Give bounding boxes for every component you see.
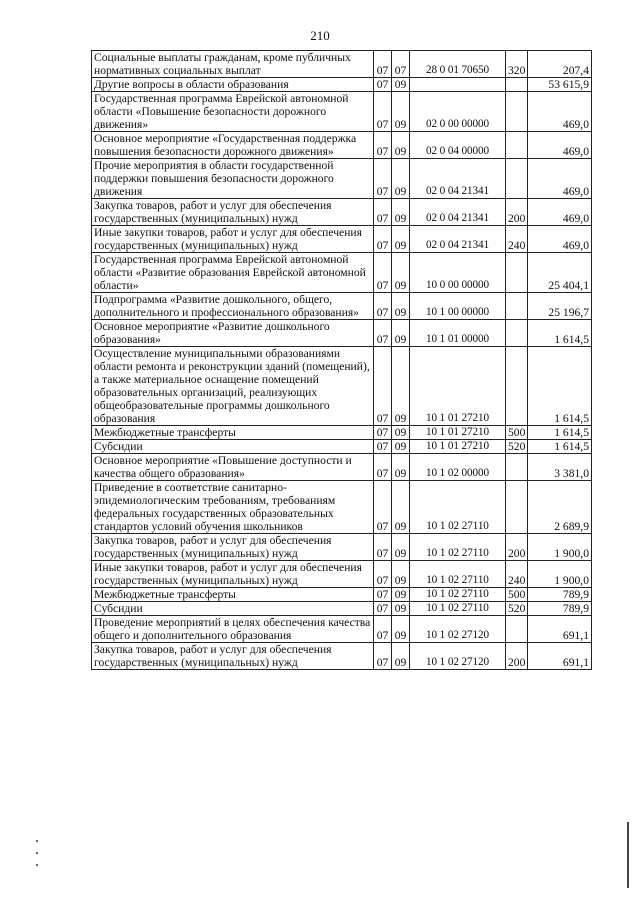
row-name: Межбюджетные трансферты — [92, 426, 374, 440]
expense-type-code — [506, 132, 528, 159]
table-row — [92, 643, 592, 670]
amount: 469,0 — [528, 159, 592, 199]
subsection-code: 09 — [392, 588, 410, 602]
target-article-code: 10 1 00 00000 — [410, 293, 506, 320]
target-article-code: 10 1 01 27210 — [410, 347, 506, 426]
table-row — [92, 199, 592, 226]
table-row — [92, 440, 592, 454]
subsection-code: 09 — [392, 534, 410, 561]
target-article-code: 10 0 00 00000 — [410, 253, 506, 293]
expense-type-code — [506, 616, 528, 643]
expense-type-code: 200 — [506, 199, 528, 226]
row-name: Основное мероприятие «Повышение доступности и качества общего образования» — [92, 454, 374, 481]
amount: 2 689,9 — [528, 481, 592, 534]
section-code: 07 — [374, 78, 392, 92]
table-row — [92, 561, 592, 588]
section-code: 07 — [374, 454, 392, 481]
section-code: 07 — [374, 320, 392, 347]
row-name: Другие вопросы в области образования — [92, 78, 374, 92]
row-name: Закупка товаров, работ и услуг для обеспечения государственных (муниципальных) нужд — [92, 199, 374, 226]
amount: 789,9 — [528, 588, 592, 602]
amount: 1 614,5 — [528, 440, 592, 454]
table-row — [92, 159, 592, 199]
target-article-code: 10 1 02 27110 — [410, 534, 506, 561]
row-name: Иные закупки товаров, работ и услуг для обеспечения государственных (муниципальных) нужд — [92, 226, 374, 253]
page-number: 210 — [310, 28, 330, 43]
row-name: Закупка товаров, работ и услуг для обеспечения государственных (муниципальных) нужд — [92, 643, 374, 670]
subsection-code: 09 — [392, 347, 410, 426]
subsection-code: 07 — [392, 51, 410, 78]
amount: 25 404,1 — [528, 253, 592, 293]
expense-type-code — [506, 347, 528, 426]
subsection-code: 09 — [392, 643, 410, 670]
row-name: Основное мероприятие «Развитие дошкольного образования» — [92, 320, 374, 347]
expense-type-code: 240 — [506, 226, 528, 253]
expense-type-code — [506, 320, 528, 347]
subsection-code: 09 — [392, 454, 410, 481]
expense-type-code — [506, 92, 528, 132]
table-row — [92, 320, 592, 347]
margin-dot — [36, 864, 38, 866]
table-row — [92, 426, 592, 440]
subsection-code: 09 — [392, 132, 410, 159]
table-row — [92, 293, 592, 320]
section-code: 07 — [374, 481, 392, 534]
amount: 469,0 — [528, 132, 592, 159]
section-code: 07 — [374, 616, 392, 643]
section-code: 07 — [374, 643, 392, 670]
row-name: Субсидии — [92, 602, 374, 616]
section-code: 07 — [374, 602, 392, 616]
section-code: 07 — [374, 293, 392, 320]
row-name: Иные закупки товаров, работ и услуг для обеспечения государственных (муниципальных) нужд — [92, 561, 374, 588]
target-article-code: 02 0 00 00000 — [410, 92, 506, 132]
margin-dot — [36, 852, 38, 854]
row-name: Проведение мероприятий в целях обеспечения качества общего и дополнительного образования — [92, 616, 374, 643]
budget-table — [91, 50, 592, 670]
section-code: 07 — [374, 159, 392, 199]
subsection-code: 09 — [392, 320, 410, 347]
target-article-code: 02 0 04 21341 — [410, 226, 506, 253]
subsection-code: 09 — [392, 159, 410, 199]
amount: 1 614,5 — [528, 426, 592, 440]
subsection-code: 09 — [392, 440, 410, 454]
subsection-code: 09 — [392, 78, 410, 92]
expense-type-code — [506, 253, 528, 293]
expense-type-code: 520 — [506, 602, 528, 616]
subsection-code: 09 — [392, 92, 410, 132]
row-name: Социальные выплаты гражданам, кроме публичных нормативных социальных выплат — [92, 51, 374, 78]
table-row — [92, 616, 592, 643]
amount: 3 381,0 — [528, 454, 592, 481]
target-article-code: 10 1 02 27120 — [410, 643, 506, 670]
target-article-code: 02 0 04 21341 — [410, 159, 506, 199]
table-row — [92, 226, 592, 253]
table-row — [92, 132, 592, 159]
table-row — [92, 588, 592, 602]
table-row — [92, 51, 592, 78]
section-code: 07 — [374, 534, 392, 561]
subsection-code: 09 — [392, 426, 410, 440]
amount: 469,0 — [528, 226, 592, 253]
amount: 1 900,0 — [528, 534, 592, 561]
section-code: 07 — [374, 132, 392, 159]
section-code: 07 — [374, 440, 392, 454]
expense-type-code — [506, 454, 528, 481]
target-article-code: 10 1 02 27110 — [410, 481, 506, 534]
amount: 1 614,5 — [528, 347, 592, 426]
expense-type-code — [506, 293, 528, 320]
target-article-code: 02 0 04 21341 — [410, 199, 506, 226]
expense-type-code: 320 — [506, 51, 528, 78]
budget-table-body — [92, 51, 592, 670]
margin-line — [627, 822, 629, 888]
row-name: Субсидии — [92, 440, 374, 454]
row-name: Государственная программа Еврейской автономной области «Развитие образования Еврейской автономной области» — [92, 253, 374, 293]
expense-type-code: 520 — [506, 440, 528, 454]
amount: 469,0 — [528, 92, 592, 132]
section-code: 07 — [374, 199, 392, 226]
target-article-code: 10 1 02 00000 — [410, 454, 506, 481]
row-name: Приведение в соответствие санитарно-эпидемиологическим требованиям, требованиям федеральных государственных образовательных стандартов условий обучения школьников — [92, 481, 374, 534]
table-row — [92, 253, 592, 293]
amount: 691,1 — [528, 643, 592, 670]
table-row — [92, 347, 592, 426]
target-article-code: 28 0 01 70650 — [410, 51, 506, 78]
expense-type-code: 240 — [506, 561, 528, 588]
table-row — [92, 78, 592, 92]
row-name: Межбюджетные трансферты — [92, 588, 374, 602]
amount: 207,4 — [528, 51, 592, 78]
subsection-code: 09 — [392, 602, 410, 616]
row-name: Прочие мероприятия в области государственной поддержки повышения безопасности дорожного движения — [92, 159, 374, 199]
table-row — [92, 602, 592, 616]
row-name: Основное мероприятие «Государственная поддержка повышения безопасности дорожного движения» — [92, 132, 374, 159]
amount: 1 614,5 — [528, 320, 592, 347]
table-row — [92, 534, 592, 561]
target-article-code: 10 1 01 27210 — [410, 426, 506, 440]
expense-type-code — [506, 78, 528, 92]
section-code: 07 — [374, 92, 392, 132]
target-article-code: 02 0 04 00000 — [410, 132, 506, 159]
target-article-code: 10 1 02 27120 — [410, 616, 506, 643]
section-code: 07 — [374, 253, 392, 293]
subsection-code: 09 — [392, 253, 410, 293]
section-code: 07 — [374, 426, 392, 440]
target-article-code: 10 1 02 27110 — [410, 561, 506, 588]
amount: 1 900,0 — [528, 561, 592, 588]
section-code: 07 — [374, 226, 392, 253]
row-name: Подпрограмма «Развитие дошкольного, общего, дополнительного и профессионального образования» — [92, 293, 374, 320]
target-article-code: 10 1 02 27110 — [410, 602, 506, 616]
table-row — [92, 92, 592, 132]
target-article-code: 10 1 02 27110 — [410, 588, 506, 602]
expense-type-code: 500 — [506, 588, 528, 602]
expense-type-code: 200 — [506, 643, 528, 670]
section-code: 07 — [374, 588, 392, 602]
subsection-code: 09 — [392, 226, 410, 253]
row-name: Государственная программа Еврейской автономной области «Повышение безопасности дорожного движения» — [92, 92, 374, 132]
section-code: 07 — [374, 561, 392, 588]
table-row — [92, 454, 592, 481]
section-code: 07 — [374, 51, 392, 78]
amount: 25 196,7 — [528, 293, 592, 320]
amount: 691,1 — [528, 616, 592, 643]
subsection-code: 09 — [392, 616, 410, 643]
expense-type-code — [506, 481, 528, 534]
subsection-code: 09 — [392, 293, 410, 320]
row-name: Осуществление муниципальными образованиями области ремонта и реконструкции зданий (помещений), а также материальное оснащение помещений образовательных организаций, реализующих общеобразовательные программы дошкольного образования — [92, 347, 374, 426]
expense-type-code — [506, 159, 528, 199]
target-article-code — [410, 78, 506, 92]
subsection-code: 09 — [392, 561, 410, 588]
target-article-code: 10 1 01 00000 — [410, 320, 506, 347]
row-name: Закупка товаров, работ и услуг для обеспечения государственных (муниципальных) нужд — [92, 534, 374, 561]
subsection-code: 09 — [392, 481, 410, 534]
amount: 469,0 — [528, 199, 592, 226]
expense-type-code: 200 — [506, 534, 528, 561]
table-row — [92, 481, 592, 534]
amount: 789,9 — [528, 602, 592, 616]
expense-type-code: 500 — [506, 426, 528, 440]
amount: 53 615,9 — [528, 78, 592, 92]
margin-dot — [36, 840, 38, 842]
section-code: 07 — [374, 347, 392, 426]
target-article-code: 10 1 01 27210 — [410, 440, 506, 454]
subsection-code: 09 — [392, 199, 410, 226]
